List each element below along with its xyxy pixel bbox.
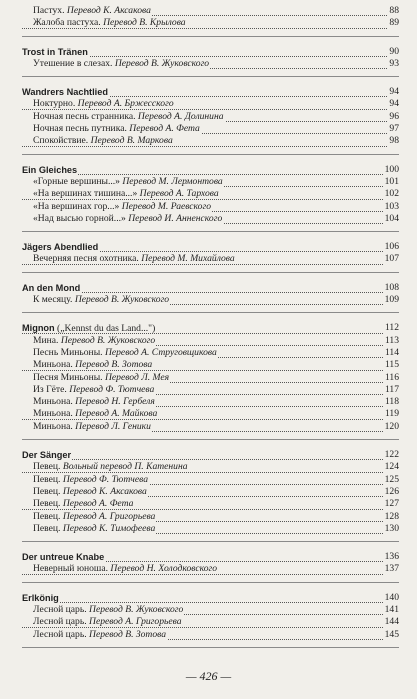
- entry-translator: Перевод А. Струговщикова: [104, 346, 217, 358]
- toc-entry: [22, 135, 399, 147]
- toc-section: [22, 241, 399, 273]
- section-heading: [22, 86, 399, 98]
- toc-entry: [22, 347, 399, 359]
- toc-entry: [22, 188, 399, 200]
- section-title-text: Ein Gleiches: [22, 164, 78, 175]
- entry-title: Ночная песнь путника.: [33, 123, 127, 135]
- section-title: [22, 242, 99, 252]
- page-ref: 115: [384, 359, 399, 371]
- page-ref: 88: [389, 5, 399, 16]
- entry-translator: Перевод А. Долинина: [137, 110, 224, 122]
- section-divider: [22, 641, 399, 648]
- entry-translator: Перевод А. Майкова: [75, 408, 158, 420]
- page-ref: 116: [384, 371, 399, 383]
- entry-title: «Горные вершины...»: [33, 175, 120, 187]
- toc-entry: [22, 523, 399, 535]
- section-heading: [22, 551, 399, 563]
- toc-entry: [22, 176, 399, 188]
- entry-title: Песня Миньоны.: [33, 371, 103, 383]
- entry-text: [22, 498, 134, 509]
- entry-text: [22, 372, 170, 383]
- entry-title: Из Гёте.: [33, 383, 67, 395]
- toc-section: [22, 592, 399, 648]
- entry-title: Жалоба пастуха.: [33, 17, 101, 29]
- entry-text: [22, 629, 167, 640]
- page-ref: 125: [384, 473, 399, 485]
- entry-text: [22, 176, 224, 187]
- entry-text: [22, 396, 156, 407]
- section-divider: [22, 576, 399, 583]
- section-divider: [22, 70, 399, 77]
- page-ref: 101: [384, 175, 399, 187]
- entry-translator: Перевод К. Тимофеева: [62, 522, 156, 534]
- page-ref: 98: [389, 135, 399, 147]
- section-title: [22, 165, 78, 175]
- toc-entry: [22, 629, 399, 641]
- entry-text: [22, 335, 156, 346]
- section-title: [22, 593, 60, 603]
- page-ref: 141: [384, 603, 399, 615]
- entry-translator: Перевод А. Григорьева: [62, 510, 156, 522]
- entry-translator: Перевод К. Аксакова: [66, 5, 151, 16]
- entry-title: «На вершинах гор...»: [33, 200, 120, 212]
- page-ref: 100: [384, 163, 399, 175]
- page-ref: 130: [384, 522, 399, 534]
- section-title: [22, 323, 156, 333]
- entry-title: Миньона.: [33, 408, 73, 420]
- toc-entry: [22, 384, 399, 396]
- page-ref: 102: [384, 188, 399, 200]
- page-ref: 122: [384, 449, 399, 461]
- toc-section: [22, 449, 399, 542]
- entry-text: [22, 347, 218, 358]
- entry-title: Лесной царь.: [33, 616, 87, 628]
- entry-translator: Перевод Ф. Тютчева: [62, 473, 148, 485]
- toc-entry: [22, 253, 399, 265]
- toc-section: [22, 86, 399, 154]
- toc-entry: [22, 98, 399, 110]
- toc-entry: [22, 461, 399, 473]
- page-ref: 117: [384, 383, 399, 395]
- entry-text: [22, 135, 174, 146]
- section-divider: [22, 535, 399, 542]
- section-title-text: Trost in Tränen: [22, 46, 88, 57]
- entry-translator: Перевод Н. Холодковского: [110, 563, 218, 575]
- toc-entry: [22, 563, 399, 575]
- entry-title: Спокойствие.: [33, 135, 89, 147]
- entry-title: Миньона.: [33, 396, 73, 408]
- toc-section: [22, 5, 399, 37]
- entry-translator: Перевод В. Крылова: [103, 17, 186, 29]
- toc-entry: [22, 408, 399, 420]
- entry-translator: Перевод В. Жуковского: [60, 334, 156, 346]
- entry-translator: Вольный перевод П. Катенина: [62, 461, 188, 473]
- section-title: [22, 87, 109, 97]
- entry-title: Ночная песнь странника.: [33, 110, 136, 122]
- entry-text: [22, 616, 183, 627]
- entry-translator: Перевод Ф. Тютчева: [69, 383, 155, 395]
- section-title: [22, 283, 81, 293]
- toc-entry: [22, 372, 399, 384]
- entry-translator: Перевод А. Фета: [62, 498, 134, 510]
- toc-entry: [22, 123, 399, 135]
- entry-title: Неверный юноша.: [33, 563, 108, 575]
- entry-title: Певец.: [33, 485, 61, 497]
- section-divider: [22, 306, 399, 313]
- section-title: [22, 47, 89, 57]
- section-title-text: Erlkönig: [22, 592, 59, 603]
- toc-entry: [22, 604, 399, 616]
- page-ref: 113: [384, 334, 399, 346]
- toc-entry: [22, 213, 399, 225]
- entry-text: [22, 111, 225, 122]
- entry-title: Лесной царь.: [33, 628, 87, 640]
- dot-leader: [22, 459, 399, 460]
- toc-section: [22, 46, 399, 78]
- page-ref: 96: [389, 110, 399, 122]
- page-ref: 120: [384, 420, 399, 432]
- page-number: — 426 —: [185, 669, 232, 683]
- entry-translator: Перевод В. Зотова: [75, 359, 153, 371]
- entry-translator: Перевод В. Жуковского: [89, 603, 184, 615]
- section-title: [22, 552, 105, 562]
- page-ref: 94: [389, 86, 399, 98]
- toc-entry: [22, 498, 399, 510]
- entry-translator: Перевод Л. Мея: [105, 371, 170, 383]
- entry-translator: Перевод М. Раевского: [121, 200, 212, 212]
- page-ref: 144: [384, 616, 399, 628]
- toc-section: [22, 282, 399, 314]
- entry-title: Ноктурно.: [33, 98, 76, 110]
- toc-section: [22, 164, 399, 232]
- entry-title: Вечерняя песня охотника.: [33, 253, 139, 265]
- page-ref: 90: [389, 45, 399, 57]
- entry-text: [22, 486, 148, 497]
- toc-entry: [22, 111, 399, 123]
- entry-text: [22, 461, 189, 472]
- page-ref: 93: [389, 57, 399, 69]
- section-divider: [22, 433, 399, 440]
- section-title: [22, 450, 72, 460]
- table-of-contents: [22, 5, 399, 657]
- page-ref: 137: [384, 563, 399, 575]
- entry-text: [22, 523, 156, 534]
- section-heading: [22, 241, 399, 253]
- entry-title: Певец.: [33, 510, 61, 522]
- section-title-text: Wandrers Nachtlied: [22, 87, 108, 98]
- entry-translator: Перевод А. Бржесского: [77, 98, 174, 110]
- section-heading: [22, 322, 399, 334]
- page-ref: 119: [384, 408, 399, 420]
- toc-entry: [22, 511, 399, 523]
- section-heading: [22, 592, 399, 604]
- entry-text: [22, 359, 153, 370]
- entry-text: [22, 98, 175, 109]
- page-ref: 94: [389, 98, 399, 110]
- entry-translator: Перевод Н. Гербеля: [75, 396, 155, 408]
- entry-text: [22, 384, 155, 395]
- entry-translator: Перевод А. Тархова: [139, 188, 219, 200]
- entry-text: [22, 294, 170, 305]
- entry-text: [22, 408, 158, 419]
- page-ref: 97: [389, 123, 399, 135]
- section-heading: [22, 164, 399, 176]
- page-ref: 109: [384, 294, 399, 306]
- toc-entry: [22, 396, 399, 408]
- toc-entry: [22, 58, 399, 70]
- page-ref: 118: [384, 396, 399, 408]
- toc-entry: [22, 474, 399, 486]
- entry-text: [22, 253, 236, 264]
- section-divider: [22, 225, 399, 232]
- entry-text: [22, 213, 223, 224]
- entry-translator: Перевод В. Жуковского: [74, 294, 170, 306]
- entry-text: [22, 123, 201, 134]
- entry-title: Лесной царь.: [33, 603, 87, 615]
- section-divider: [22, 266, 399, 273]
- entry-text: [22, 5, 152, 16]
- toc-entry: [22, 616, 399, 628]
- entry-translator: Перевод А. Григорьева: [89, 616, 182, 628]
- entry-title: Певец.: [33, 461, 61, 473]
- entry-title: Пастух.: [33, 5, 65, 16]
- toc-entry: [22, 17, 399, 29]
- dot-leader: [22, 174, 399, 175]
- page-ref: 103: [384, 200, 399, 212]
- entry-title: Певец.: [33, 522, 61, 534]
- page-ref: 89: [389, 17, 399, 29]
- page-ref: 107: [384, 253, 399, 265]
- toc-section: [22, 551, 399, 583]
- toc-entry: [22, 201, 399, 213]
- page-ref: 124: [384, 461, 399, 473]
- page-ref: 112: [384, 322, 399, 334]
- entry-title: Мина.: [33, 334, 59, 346]
- entry-title: «На вершинах тишина...»: [33, 188, 138, 200]
- entry-title: Миньона.: [33, 359, 73, 371]
- toc-entry: [22, 486, 399, 498]
- entry-translator: Перевод К. Аксакова: [62, 485, 147, 497]
- entry-text: [22, 17, 187, 28]
- section-title-text: Jägers Abendlied: [22, 242, 99, 253]
- page-ref: 114: [384, 346, 399, 358]
- entry-title: К месяцу.: [33, 294, 73, 306]
- entry-text: [22, 58, 210, 69]
- entry-text: [22, 188, 220, 199]
- toc-entry: [22, 5, 399, 17]
- entry-translator: Перевод Л. Геники: [75, 420, 151, 432]
- page-ref: 127: [384, 498, 399, 510]
- entry-title: Певец.: [33, 473, 61, 485]
- entry-translator: Перевод М. Михайлова: [141, 253, 235, 265]
- page-ref: 128: [384, 510, 399, 522]
- page-ref: 140: [384, 591, 399, 603]
- section-title-text: An den Mond: [22, 282, 81, 293]
- entry-text: [22, 474, 149, 485]
- page-ref: 106: [384, 241, 399, 253]
- entry-title: «Над высью горной...»: [33, 212, 126, 224]
- entry-translator: Перевод И. Анненского: [128, 212, 223, 224]
- entry-title: Песнь Миньоны.: [33, 346, 103, 358]
- section-divider: [22, 30, 399, 37]
- entry-title: Миньона.: [33, 420, 73, 432]
- toc-entry: [22, 335, 399, 347]
- entry-translator: Перевод В. Зотова: [89, 628, 167, 640]
- entry-translator: Перевод В. Маркова: [90, 135, 173, 147]
- entry-text: [22, 563, 218, 574]
- section-title-text: Mignon: [22, 323, 55, 334]
- page-ref: 104: [384, 212, 399, 224]
- entry-text: [22, 201, 212, 212]
- toc-entry: [22, 294, 399, 306]
- toc-entry: [22, 359, 399, 371]
- entry-translator: Перевод А. Фета: [129, 123, 200, 135]
- page-ref: 145: [384, 628, 399, 640]
- entry-translator: Перевод В. Жуковского: [114, 57, 210, 69]
- entry-translator: Перевод М. Лермонтова: [122, 175, 223, 187]
- section-title-note: („Kennst du das Land..."): [54, 323, 156, 335]
- page-ref: 136: [384, 551, 399, 563]
- entry-title: Певец.: [33, 498, 61, 510]
- entry-text: [22, 604, 184, 615]
- toc-entry: [22, 421, 399, 433]
- entry-text: [22, 421, 152, 432]
- section-heading: [22, 449, 399, 461]
- section-divider: [22, 148, 399, 155]
- dot-leader: [22, 602, 399, 603]
- entry-title: Утешение в слезах.: [33, 57, 113, 69]
- page-ref: 108: [384, 281, 399, 293]
- section-title-text: Der untreue Knabe: [22, 552, 105, 563]
- section-heading: [22, 282, 399, 294]
- toc-section: [22, 322, 399, 440]
- section-heading: [22, 46, 399, 58]
- entry-text: [22, 511, 156, 522]
- section-title-text: Der Sänger: [22, 450, 72, 461]
- page-ref: 126: [384, 485, 399, 497]
